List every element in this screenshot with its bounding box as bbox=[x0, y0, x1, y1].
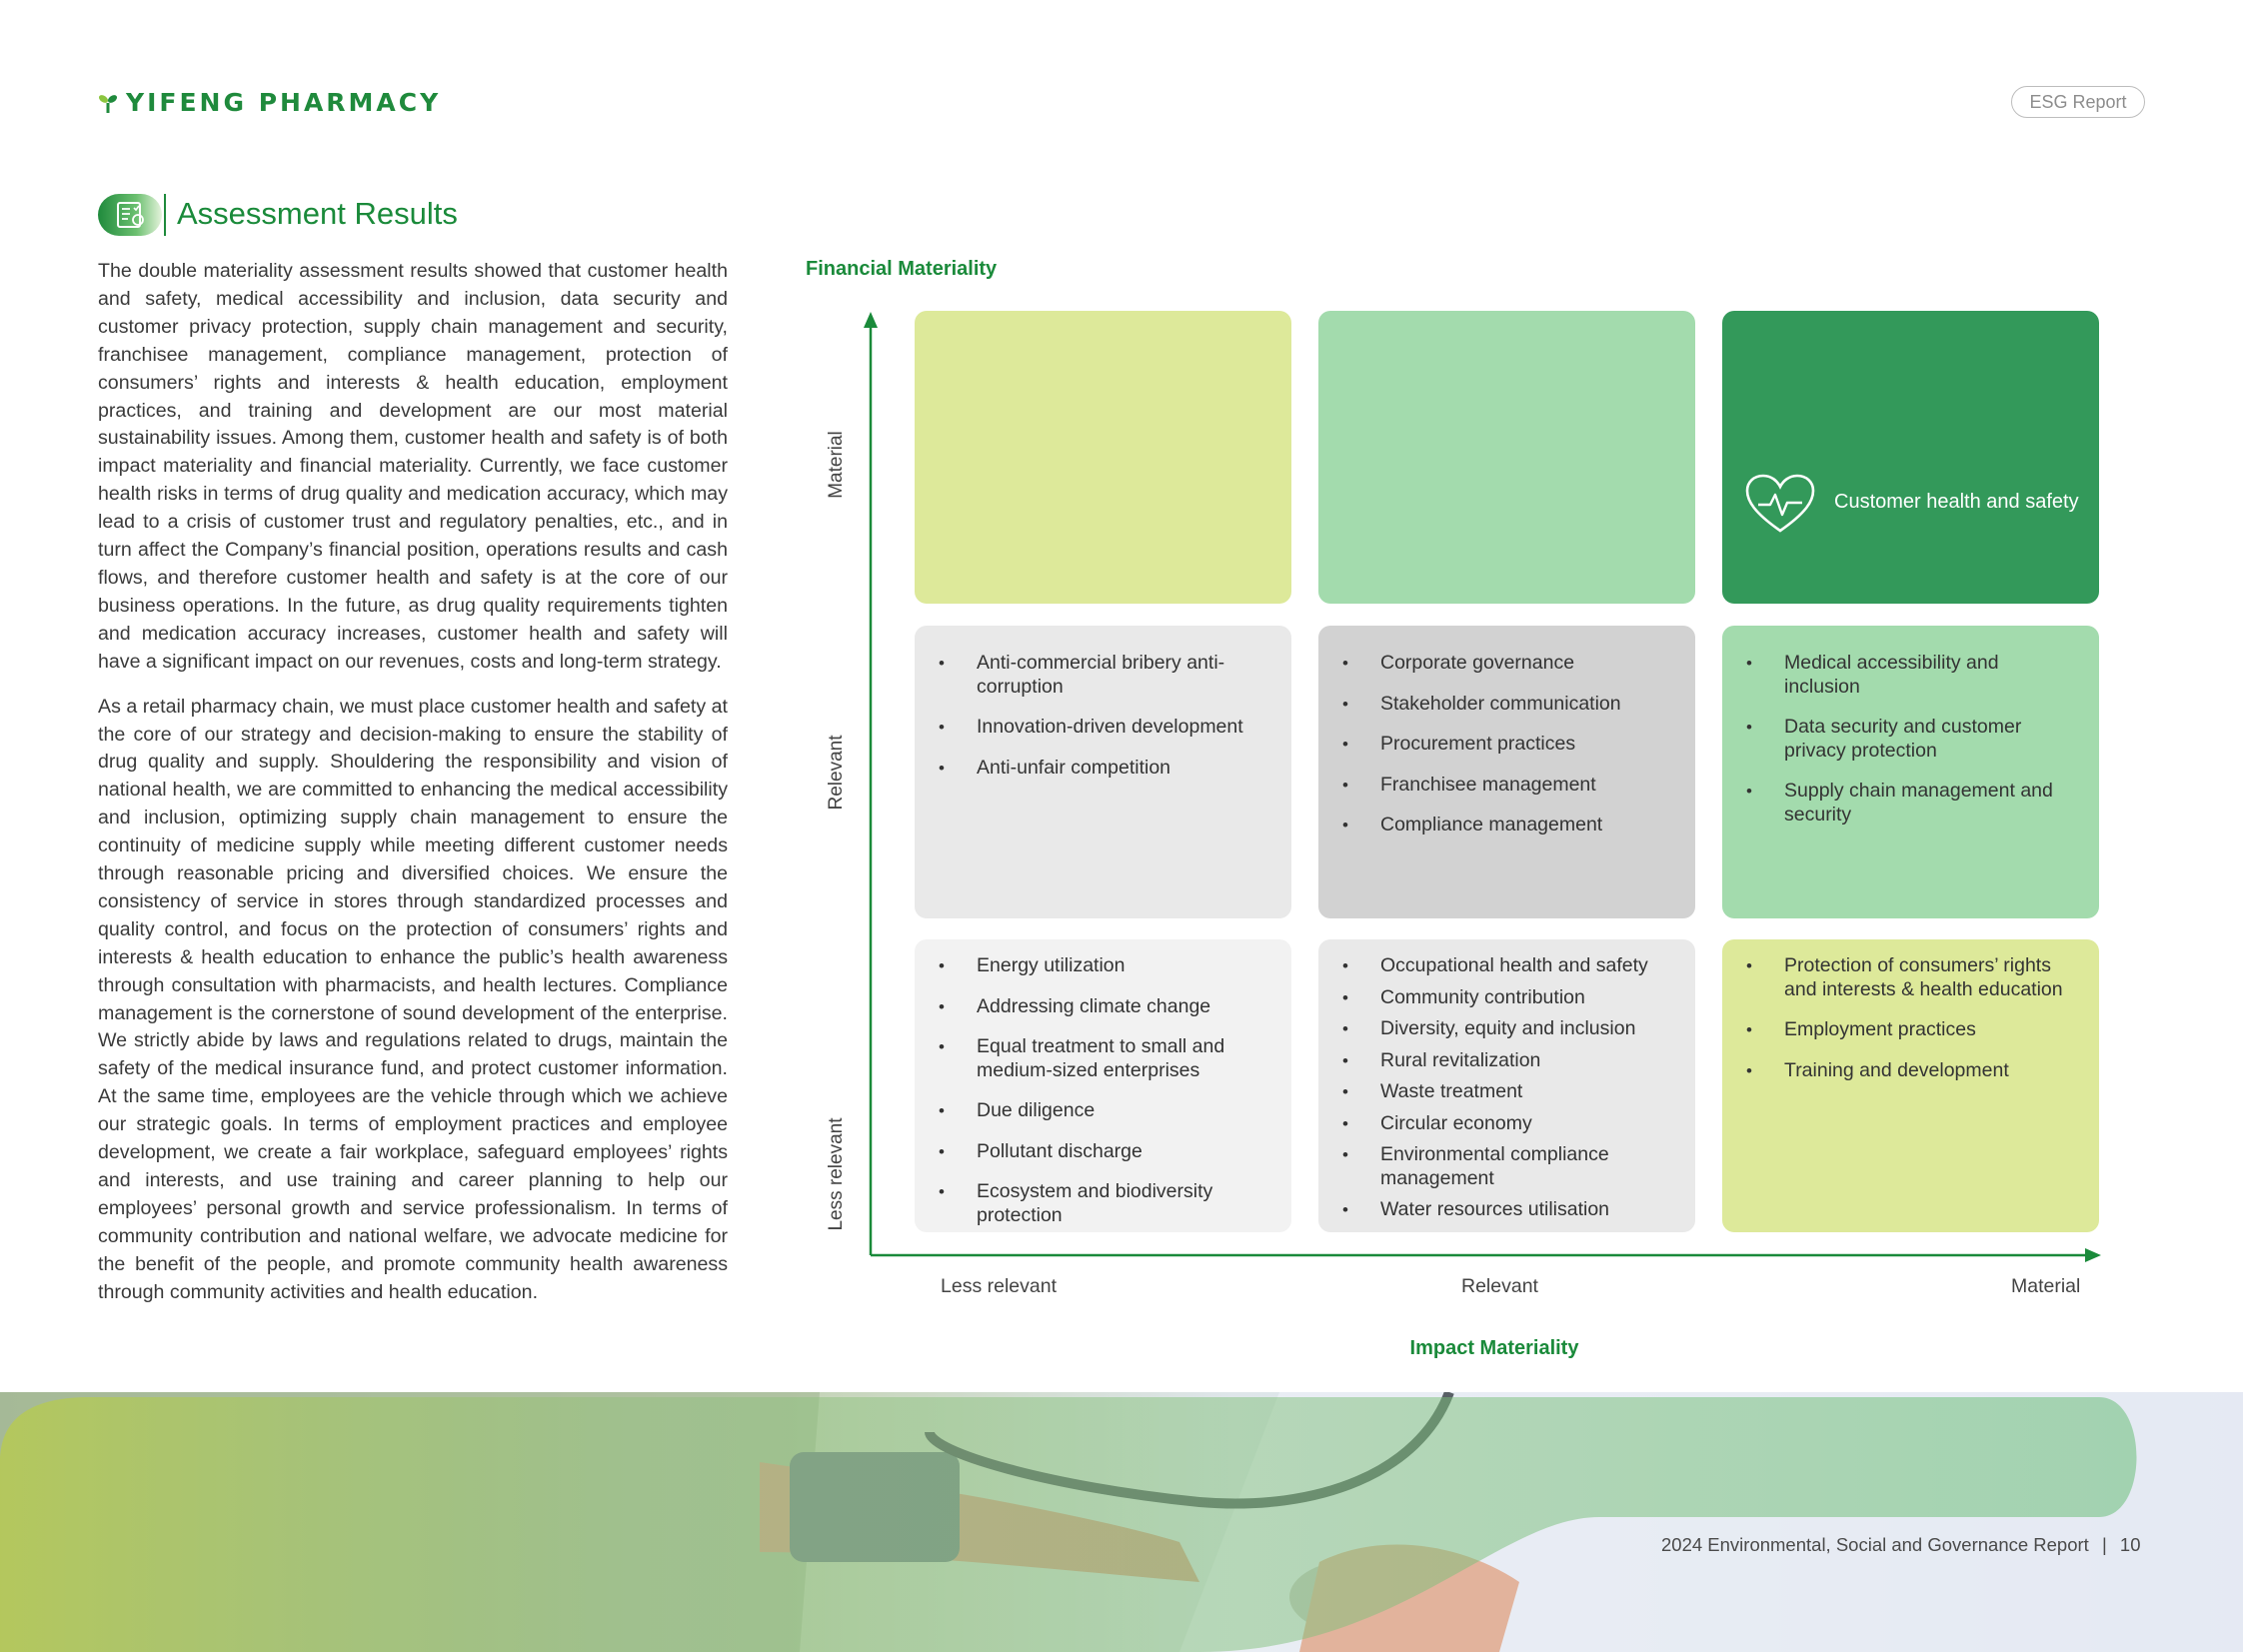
paragraph: As a retail pharmacy chain, we must place customer health and safety at the core of our strategy and decision-making to ensure the stability of drug quality and supply. Shouldering the responsibility and vision of national health, we are committed to enhancing the medical accessibility and inclusion, optimizing supply chain management to ensure the continuity of medicine supply while meeting different customer needs through reasonable pricing and diversified choices. We ensure the consistency of service in stores through standardized processes and quality control, and focus on the protection of consumers’ rights and interests & health education to enhance the public’s health awareness through consultation with pharmacists, and health lectures. Compliance management is the cornerstone of sound development of the enterprise. We strictly abide by laws and regulations related to drugs, maintain the safety of the medical insurance fund, and protect customer information. At the same time, employees are the vehicle through which we achieve our strategic goals. In terms of employment practices and employee development, we create a fair workplace, safeguard employees’ rights and interests, and use training and career planning to help our employees’ personal growth and service professionalism. In terms of community contribution and national welfare, we advocate medicine for the benefit of the people, and promote community health awareness through community activities and health education. bbox=[98, 695, 728, 1303]
footer-report-title: 2024 Environmental, Social and Governance Report bbox=[1661, 1534, 2089, 1555]
list-item: • Water resources utilisation bbox=[1318, 1198, 1695, 1222]
list-item: • Pollutant discharge bbox=[915, 1140, 1291, 1164]
list-item: • Addressing climate change bbox=[915, 995, 1291, 1019]
body-text bbox=[98, 258, 728, 1324]
list-item: • Franchisee management bbox=[1318, 774, 1695, 798]
y-axis-arrow bbox=[864, 312, 878, 328]
section-title: Assessment Results bbox=[177, 196, 458, 231]
list-item: • Employment practices bbox=[1722, 1018, 2099, 1042]
cell-material-material bbox=[1722, 311, 2099, 604]
list-item: • Procurement practices bbox=[1318, 733, 1695, 757]
impact-materiality-title: Impact Materiality bbox=[1409, 1337, 1579, 1359]
y-level-less-relevant: Less relevant bbox=[826, 1117, 847, 1231]
list-item: • Diversity, equity and inclusion bbox=[1318, 1017, 1695, 1041]
list-item: • Anti-unfair competition bbox=[915, 757, 1291, 781]
x-axis-arrow bbox=[2085, 1248, 2101, 1262]
cell-material-relevant bbox=[1318, 311, 1695, 604]
list-item: • Rural revitalization bbox=[1318, 1049, 1695, 1073]
list-item: • Protection of consumers’ rights and interests & health education bbox=[1722, 954, 2099, 1001]
list-item: • Energy utilization bbox=[915, 954, 1291, 978]
cell-less-less bbox=[915, 939, 1291, 1232]
list-item: • Community contribution bbox=[1318, 986, 1695, 1010]
footer-divider: | bbox=[2101, 1534, 2107, 1555]
cell-relevant-relevant bbox=[1318, 626, 1695, 918]
list-item: • Ecosystem and biodiversity protection bbox=[915, 1180, 1291, 1227]
list-item: • Stakeholder communication bbox=[1318, 693, 1695, 717]
financial-materiality-title: Financial Materiality bbox=[806, 258, 998, 280]
list-item: • Innovation-driven development bbox=[915, 716, 1291, 740]
list-item: • Training and development bbox=[1722, 1059, 2099, 1083]
footer bbox=[1661, 1534, 2140, 1556]
y-level-material: Material bbox=[826, 431, 847, 499]
cell-material-less bbox=[915, 311, 1291, 604]
list-item: • Data security and customer privacy protection bbox=[1722, 716, 2099, 763]
list-item: • Waste treatment bbox=[1318, 1080, 1695, 1104]
list-item: • Compliance management bbox=[1318, 814, 1695, 837]
x-level-less-relevant: Less relevant bbox=[941, 1275, 1057, 1297]
list-item: • Anti-commercial bribery anti-corruption bbox=[915, 652, 1291, 699]
cell-less-material bbox=[1722, 939, 2099, 1232]
report-label: ESG Report bbox=[2011, 86, 2145, 118]
list-item: • Circular economy bbox=[1318, 1112, 1695, 1136]
list-item: • Environmental compliance management bbox=[1318, 1143, 1695, 1190]
cell-relevant-less bbox=[915, 626, 1291, 918]
company-logo bbox=[98, 88, 441, 117]
list-item: • Due diligence bbox=[915, 1099, 1291, 1123]
page-number: 10 bbox=[2119, 1534, 2141, 1555]
paragraph: The double materiality assessment results showed that customer health and safety, medical accessibility and inclusion, data security and customer privacy protection, supply chain management and security, franchisee management, compliance management, protection of consumers’ rights and interests & health education, employment practices, and training and development are our most material sustainability issues. Among them, customer health and safety is of both impact materiality and financial materiality. Currently, we face customer health risks in terms of drug quality and medication accuracy, which may lead to a crisis of customer trust and regulatory penalties, etc., and in turn affect the Company’s financial position, operations results and cash flows, and therefore customer health and safety is at the core of our business operations. In the future, as drug quality requirements tighten and medication accuracy increases, customer health and safety will have a significant impact on our revenues, costs and long-term strategy. bbox=[98, 260, 728, 673]
cell-relevant-material bbox=[1722, 626, 2099, 918]
cell-less-relevant bbox=[1318, 939, 1695, 1232]
leaf-logo-icon bbox=[98, 92, 118, 114]
list-item: • Occupational health and safety bbox=[1318, 954, 1695, 978]
list-item: • Supply chain management and security bbox=[1722, 780, 2099, 826]
list-item: • Equal treatment to small and medium-sized enterprises bbox=[915, 1035, 1291, 1082]
cell-label: Customer health and safety bbox=[1834, 491, 2079, 513]
logo-text: YIFENG PHARMACY bbox=[126, 88, 442, 117]
assessment-checklist-icon bbox=[98, 194, 166, 236]
list-item: • Corporate governance bbox=[1318, 652, 1695, 676]
x-level-material: Material bbox=[2011, 1275, 2081, 1297]
heart-pulse-icon bbox=[1744, 473, 1816, 537]
list-item: • Medical accessibility and inclusion bbox=[1722, 652, 2099, 699]
x-level-relevant: Relevant bbox=[1461, 1275, 1538, 1297]
y-level-relevant: Relevant bbox=[826, 735, 847, 811]
footer-photo-blood-pressure bbox=[0, 1392, 2243, 1652]
